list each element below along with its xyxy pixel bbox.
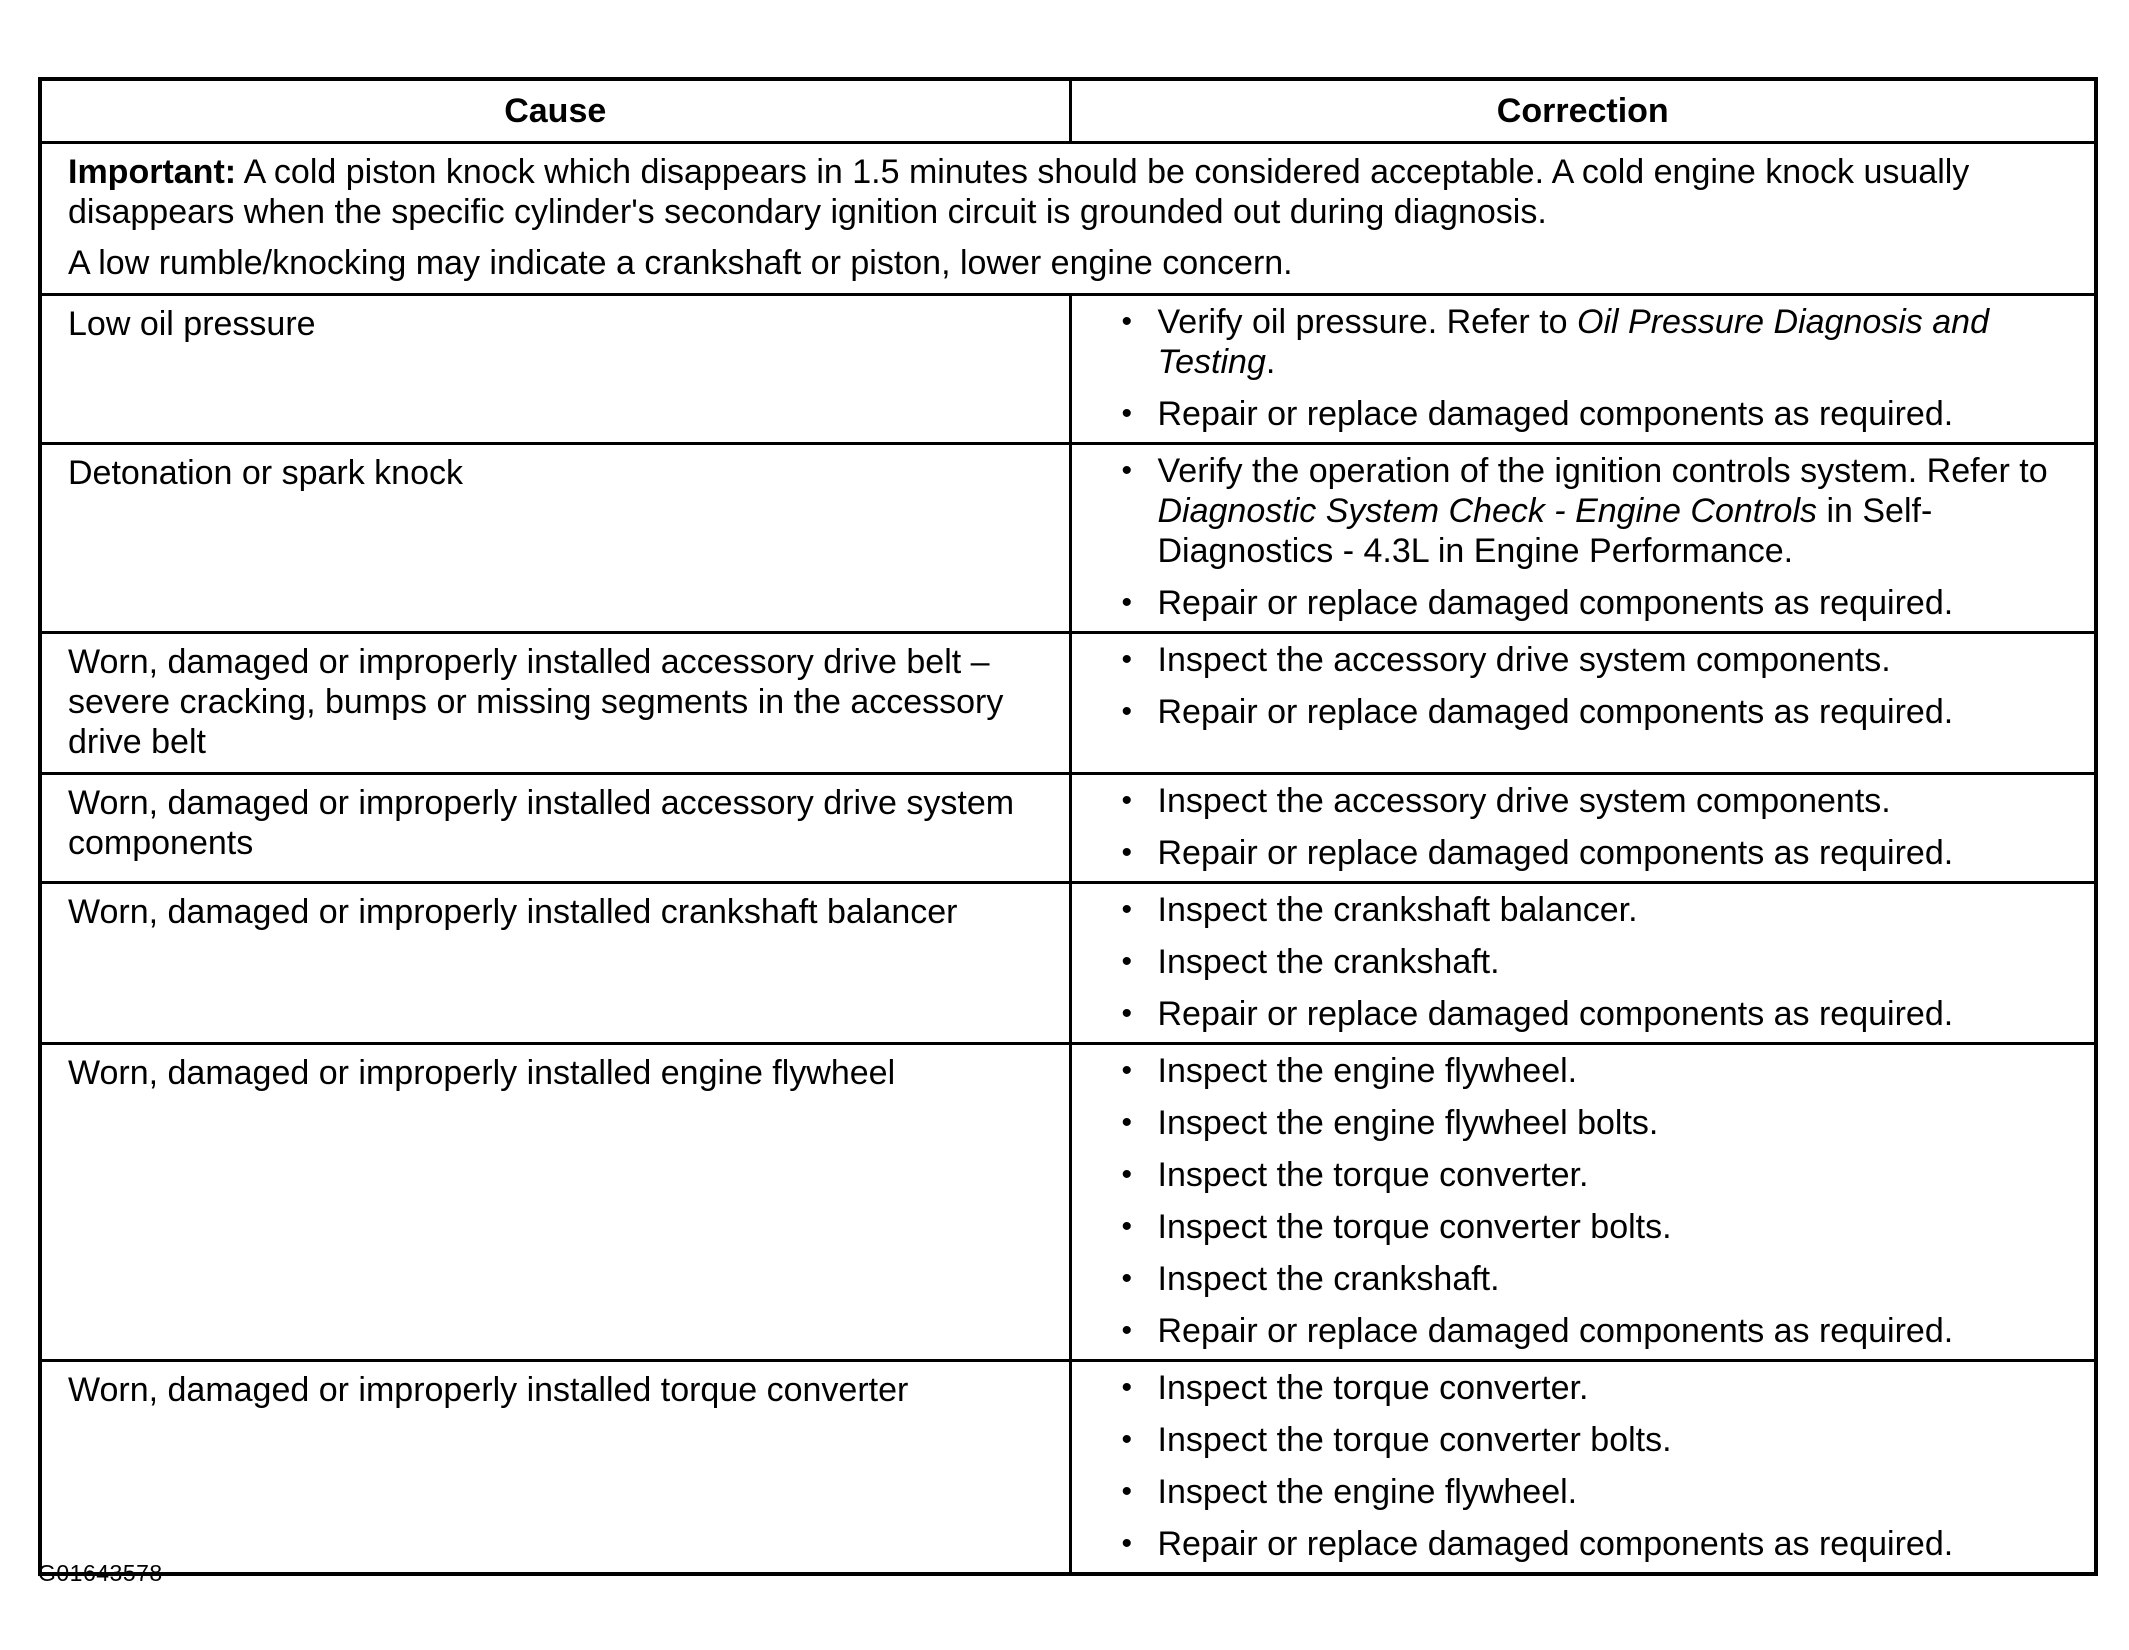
bullet-dot-icon: • [1121,1475,1133,1508]
table-row [40,1044,2096,1361]
correction-item [1092,451,2075,571]
bullet-dot-icon: • [1121,305,1133,338]
correction-item [1092,833,2075,873]
correction-item [1092,640,2075,680]
correction-cell [1070,774,2096,883]
correction-text-after: in Self-Diagnostics - 4.3L in Engine Performance. [1157,492,1933,570]
correction-item [1092,1259,2075,1299]
correction-item [1092,692,2075,732]
correction-item [1092,583,2075,623]
correction-item [1092,1524,2075,1564]
bullet-dot-icon: • [1121,643,1133,676]
correction-cell [1070,883,2096,1044]
important-paragraph [68,152,2068,232]
important-row [40,143,2096,295]
correction-text: Inspect the torque converter bolts. [1157,1421,1672,1459]
correction-text: Repair or replace damaged components as required. [1157,1312,1954,1350]
correction-list [1092,1368,2075,1564]
cause-cell: Worn, damaged or improperly installed accessory drive belt – severe cracking, bumps or missing segments in the accessory drive belt [40,633,1070,774]
correction-item [1092,1155,2075,1195]
header-row [40,79,2096,143]
correction-text: Repair or replace damaged components as required. [1157,395,1954,433]
bullet-dot-icon: • [1121,397,1133,430]
correction-text: Inspect the crankshaft. [1157,943,1500,981]
cause-cell: Worn, damaged or improperly installed torque converter [40,1361,1070,1575]
bullet-dot-icon: • [1121,1106,1133,1139]
cause-cell: Worn, damaged or improperly installed accessory drive system components [40,774,1070,883]
correction-list [1092,890,2075,1034]
bullet-dot-icon: • [1121,1054,1133,1087]
correction-cell [1070,1044,2096,1361]
correction-item [1092,781,2075,821]
correction-cell [1070,295,2096,444]
correction-item [1092,1311,2075,1351]
correction-cell [1070,444,2096,633]
bullet-dot-icon: • [1121,1314,1133,1347]
cause-cell: Low oil pressure [40,295,1070,444]
correction-list [1092,640,2075,732]
correction-text: Inspect the torque converter bolts. [1157,1208,1672,1246]
bullet-dot-icon: • [1121,997,1133,1030]
correction-cell [1070,1361,2096,1575]
cause-cell: Detonation or spark knock [40,444,1070,633]
correction-text: Repair or replace damaged components as required. [1157,834,1954,872]
correction-text: Repair or replace damaged components as required. [1157,995,1954,1033]
bullet-dot-icon: • [1121,1262,1133,1295]
bullet-dot-icon: • [1121,1210,1133,1243]
table-row [40,444,2096,633]
correction-text: Inspect the crankshaft. [1157,1260,1500,1298]
important-text: A cold piston knock which disappears in 1.5 minutes should be considered acceptable. A cold engine knock usually disappears when the specific cylinder's secondary ignition circuit is grounded out during diagnosis. [68,153,1970,231]
correction-column-header: Correction [1070,79,2096,143]
bullet-dot-icon: • [1121,454,1133,487]
bullet-dot-icon: • [1121,836,1133,869]
bullet-dot-icon: • [1121,1371,1133,1404]
bullet-dot-icon: • [1121,945,1133,978]
cause-cell: Worn, damaged or improperly installed engine flywheel [40,1044,1070,1361]
correction-text: Repair or replace damaged components as required. [1157,584,1954,622]
correction-text: Inspect the torque converter. [1157,1156,1589,1194]
correction-text: Inspect the engine flywheel. [1157,1052,1578,1090]
correction-list [1092,1051,2075,1351]
bullet-dot-icon: • [1121,1158,1133,1191]
correction-text: Inspect the crankshaft balancer. [1157,891,1638,929]
correction-item [1092,302,2075,382]
correction-item [1092,394,2075,434]
correction-text: Verify oil pressure. Refer to [1157,303,1578,341]
reference-link-text: Oil Pressure Diagnosis and Testing [1157,303,1989,381]
correction-list [1092,781,2075,873]
correction-text: Inspect the accessory drive system components. [1157,641,1891,679]
correction-text: Inspect the engine flywheel bolts. [1157,1104,1659,1142]
correction-item [1092,890,2075,930]
bullet-dot-icon: • [1121,893,1133,926]
table-row [40,883,2096,1044]
correction-text: Verify the operation of the ignition controls system. Refer to [1157,452,2048,490]
important-label: Important: [68,153,237,191]
correction-item [1092,994,2075,1034]
diagnosis-table [38,77,2098,1576]
correction-item [1092,1472,2075,1512]
correction-text-after: . [1265,343,1276,381]
correction-text: Inspect the accessory drive system components. [1157,782,1891,820]
correction-list [1092,302,2075,434]
bullet-dot-icon: • [1121,1527,1133,1560]
correction-item [1092,1103,2075,1143]
correction-item [1092,942,2075,982]
cause-cell: Worn, damaged or improperly installed crankshaft balancer [40,883,1070,1044]
bullet-dot-icon: • [1121,586,1133,619]
correction-list [1092,451,2075,623]
cause-column-header: Cause [40,79,1070,143]
reference-link-text: Diagnostic System Check - Engine Controls [1157,492,1817,530]
correction-text: Inspect the torque converter. [1157,1369,1589,1407]
correction-text: Repair or replace damaged components as required. [1157,693,1954,731]
table-row [40,295,2096,444]
correction-text: Repair or replace damaged components as required. [1157,1525,1954,1563]
bullet-dot-icon: • [1121,784,1133,817]
table-row [40,1361,2096,1575]
correction-item [1092,1420,2075,1460]
correction-item [1092,1207,2075,1247]
table-row [40,774,2096,883]
correction-cell [1070,633,2096,774]
correction-text: Inspect the engine flywheel. [1157,1473,1578,1511]
correction-item [1092,1051,2075,1091]
figure-id: G01643578 [38,1560,163,1586]
table-row [40,633,2096,774]
important-note-cell [40,143,2096,295]
bullet-dot-icon: • [1121,695,1133,728]
correction-item [1092,1368,2075,1408]
rumble-note: A low rumble/knocking may indicate a crankshaft or piston, lower engine concern. [68,244,1293,282]
bullet-dot-icon: • [1121,1423,1133,1456]
